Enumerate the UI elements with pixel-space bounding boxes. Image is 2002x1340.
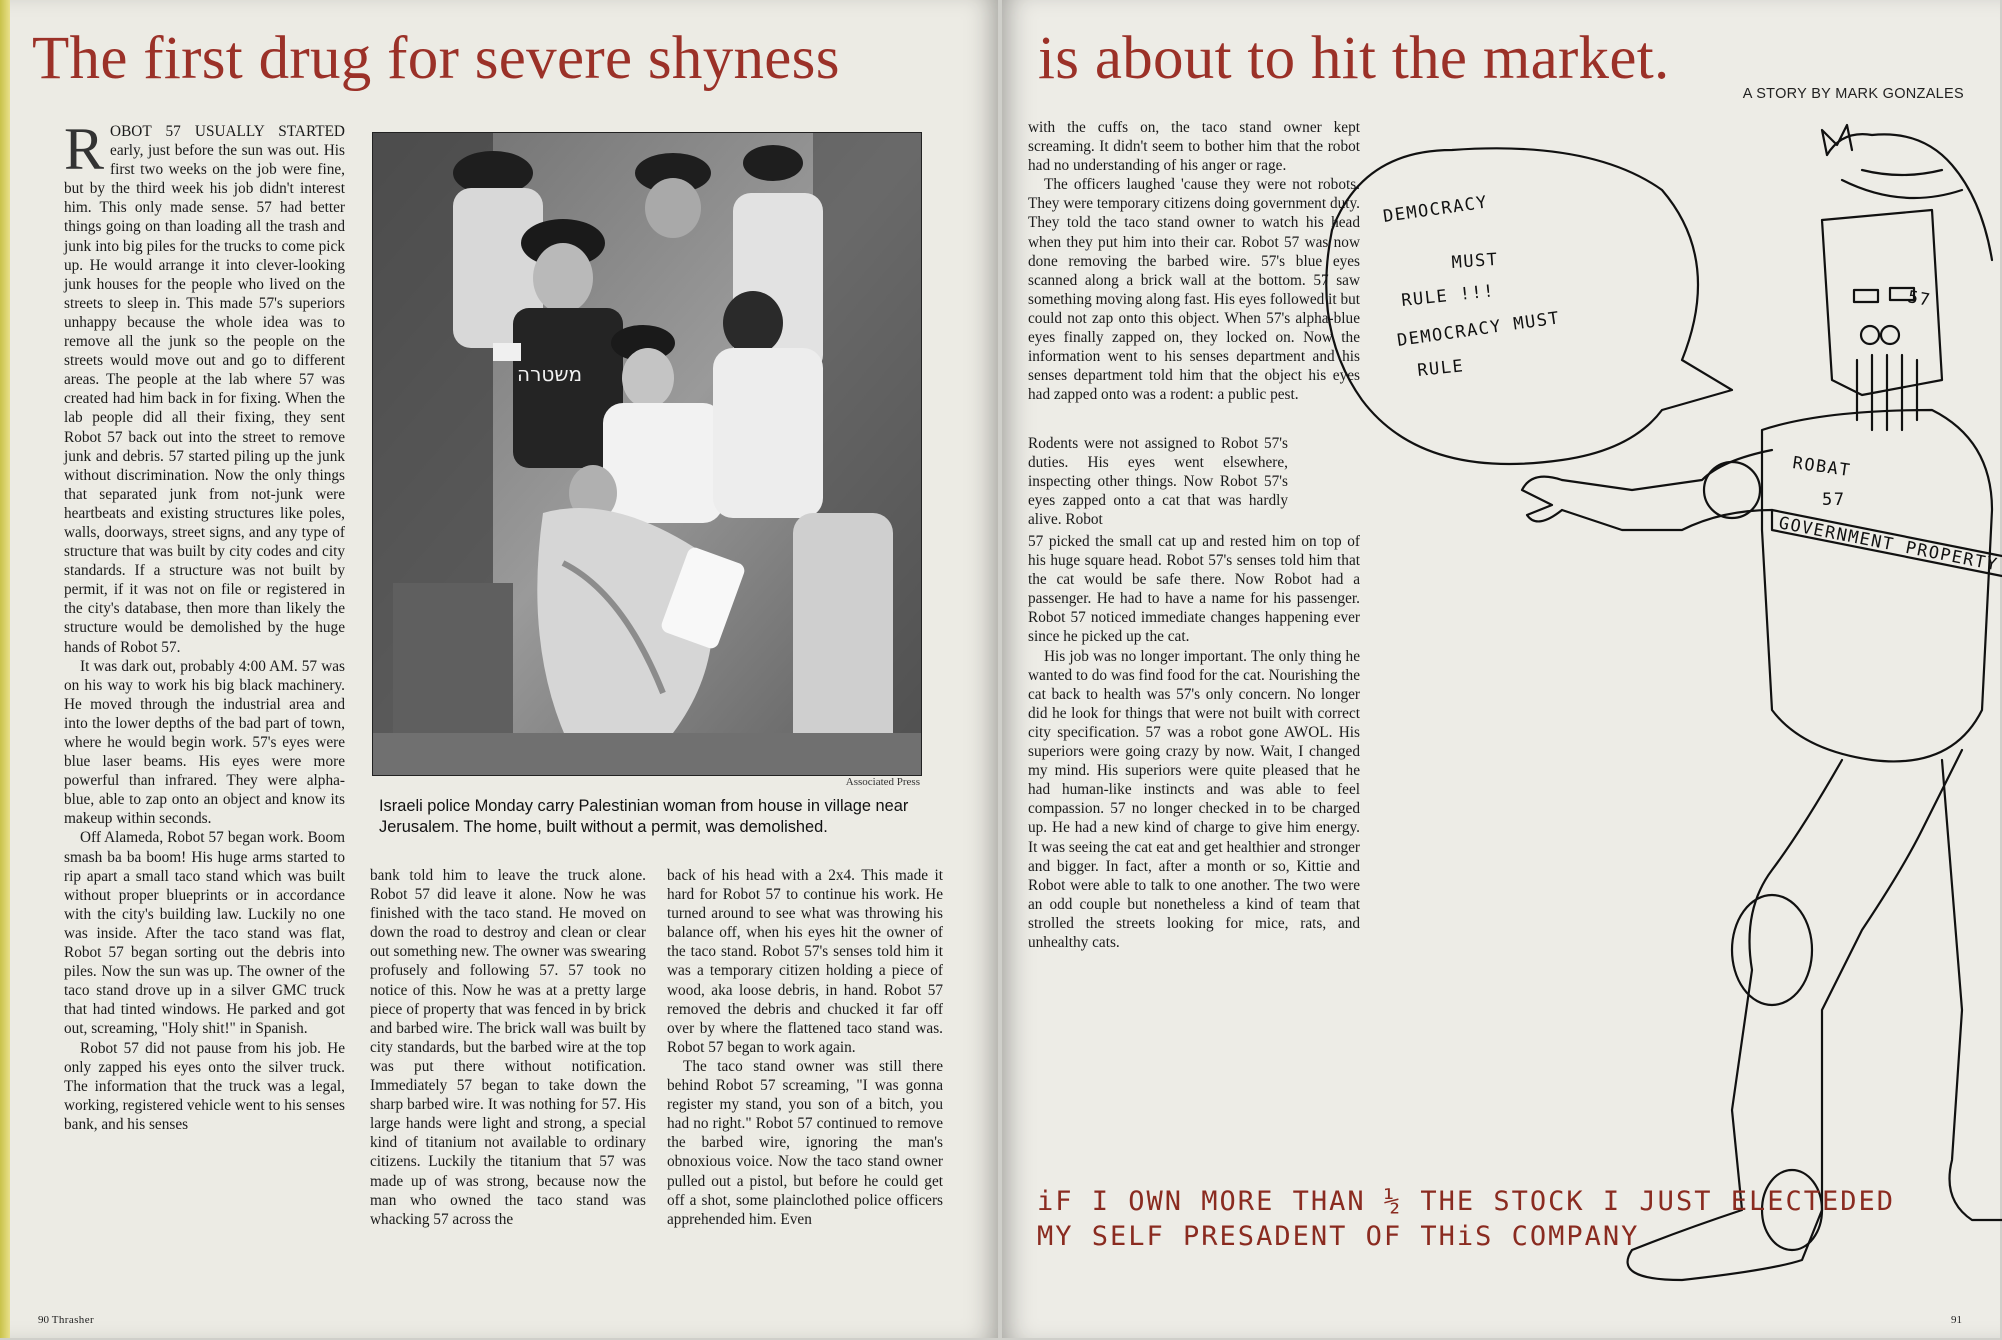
photo-credit: Associated Press	[845, 776, 920, 788]
speech-bubble	[1326, 148, 1732, 464]
story-paragraph: ROBOT 57 USUALLY STARTED early, just before the sun was out. His first two weeks on the job were fine, but by the third week his job didn't interest him. This only made sense. 57 had better things going on than loading all the trash and junk into big piles for the trucks to come pick up. He would arrange it into clever-looking junk houses for the people who lived on the streets to sleep in. This made 57's superiors unhappy because the whole idea was to remove all the junk so the people on the streets would move out and go to different areas. The people at the lab where 57 was created had him back in for fixing. When the lab people did all their fixing, they sent Robot 57 back out into the street to remove junk and debris. 57 started piling up the junk without discrimination. Now the only things that separated junk from not-junk were heartbeats and existing structures like poles, walls, doorways, street signs, and any type of structure that was built by city codes and city standards. If a structure was not built by permit, if it was not on file or registered in the city's database, then more than likely the structure would be demolished by the huge hands of Robot 57.	[64, 116, 345, 656]
folio-left: 90 Thrasher	[38, 1314, 95, 1326]
chest-text: ROBAT	[1791, 453, 1853, 482]
chest-number: 57	[1822, 490, 1846, 510]
story-paragraph: bank told him to leave the truck alone. Robot 57 did leave it alone. Now he was finished with the taco stand. He moved on down the road to destroy and clean or clear out something new. The owner was swearing profusely and following 57. 57 took no notice of this. Now he was at a pretty large piece of property that was fenced in by brick and barbed wire. The brick wall was built by city standards, but the barbed wire at the top was put there without notification. Immediately 57 began to take down the sharp barbed wire. It was nothing for 57. His large hands were light and strong, a special kind of titanium not available to ordinary citizens. Luckily the titanium that 57 was made up of was strong, because now the man who owned the taco stand was whacking 57 across the	[370, 867, 646, 1228]
story-column-3	[667, 866, 943, 1229]
cat-icon	[1822, 125, 1992, 260]
vest-text: משטרה	[517, 362, 583, 386]
byline: A STORY BY MARK GONZALES	[1742, 86, 1964, 102]
story-column-1	[64, 116, 345, 1134]
bubble-line: RULE	[1416, 356, 1466, 381]
headline-left: The first drug for severe shyness	[32, 25, 840, 92]
bubble-line: RULE !!!	[1400, 281, 1496, 311]
bubble-line: DEMOCRACY	[1381, 192, 1490, 227]
news-photo	[372, 132, 922, 776]
handwritten-note-line: iF I OWN MORE THAN ½ THE STOCK I JUST ELECTEDED	[1037, 1186, 1896, 1217]
headline-right: is about to hit the market.	[1038, 25, 1670, 92]
handwritten-note-line: MY SELF PRESADENT OF THiS COMPANY	[1037, 1221, 1640, 1252]
head-number: 57	[1906, 287, 1933, 312]
robot-arm	[1562, 450, 1772, 530]
right-page	[1002, 0, 2000, 1338]
left-page	[0, 0, 998, 1338]
story-column-2	[370, 866, 646, 1229]
news-photo-image	[373, 133, 921, 775]
bubble-line: MUST	[1450, 249, 1500, 273]
story-paragraph: The officers laughed 'cause they were not robots. They were temporary citizens doing government duty. They told the taco stand owner to watch his head when they put him into their car. Robot 57 was now done removing the barbed wire. 57's blue eyes scanned along a brick wall at the bottom. 57 saw something moving along fast. His eyes followed it but could not zap onto this object. When 57's alpha-blue eyes finally zapped on, they locked on. Now the information went to his senses department and his senses department told him that the object his eyes had zapped onto was a rodent: a public pest.	[1028, 176, 1360, 404]
story-paragraph: The taco stand owner was still there behind Robot 57 screaming, "I was gonna register my stand, you son of a bitch, you had no right." Robot 57 continued to remove the barbed wire, ignoring the man's obnoxious voice. Now the taco stand owner pulled out a pistol, but before he could get off a shot, some plainclothed police officers apprehended him. Even	[667, 1057, 943, 1228]
page-edge-strip	[0, 0, 10, 1338]
story-paragraph: back of his head with a 2x4. This made it hard for Robot 57 to continue his work. He turned around to see what was throwing his balance off, when his eyes hit the owner of the taco stand. Robot 57's senses told him it was a temporary citizen holding a piece of wood, aka loose debris, in hand. Robot 57 removed the debris and chucked it far off over by where the flattened taco stand was. Robot 57 began to work again.	[667, 867, 943, 1056]
story-paragraph: with the cuffs on, the taco stand owner kept screaming. It didn't seem to bother him that the robot had no understanding of his anger or rage.	[1028, 119, 1360, 175]
story-paragraph: Off Alameda, Robot 57 began work. Boom smash ba ba boom! His huge arms started to rip apart a small taco stand which was built without proper blueprints or in accordance with the city's building law. Luckily no one was inside. After the taco stand was flat, Robot 57 began sorting out the debris into piles. Now the sun was up. The owner of the taco stand drove up in a silver GMC truck that had tinted windows. He parked and got out, screaming, "Holy shit!" in Spanish.	[64, 829, 345, 1038]
drop-cap: R	[64, 116, 105, 182]
story-paragraph: Robot 57 did not pause from his job. He only zapped his eyes onto the silver truck. The information that the truck was a legal, working, registered vehicle went to his senses bank, and his senses	[64, 1039, 345, 1133]
story-paragraph: Rodents were not assigned to Robot 57's duties. His eyes went elsewhere, inspecting other things. Now Robot 57's eyes zapped onto a cat that was hardly alive. Robot	[1028, 435, 1288, 529]
story-paragraph: 57 picked the small cat up and rested him on top of his huge square head. Robot 57's senses told him that the cat would be safe there. Now Robot had a passenger. He had to have a name for his passenger. Robot 57 noticed immediate changes happening ever since he picked up the cat.	[1028, 533, 1360, 646]
story-paragraph: It was dark out, probably 4:00 AM. 57 was on his way to work his big black machinery. He moved through the industrial area and into the lower depths of the bad part of town, where he would begin work. 57's eyes were blue laser beams. His eyes were more powerful than infrared. They were alpha-blue, able to zap onto an object and know its makeup within seconds.	[64, 657, 345, 828]
bubble-line: DEMOCRACY MUST	[1395, 308, 1562, 351]
story-paragraph: His job was no longer important. The only thing he wanted to do was find food for the cat. Nourishing the cat back to health was 57's only concern. No longer did he look for things that were not built with correct city specification. 57 was a robot gone AWOL. His superiors were going crazy by now. Wait, I changed my mind. His superiors were quite pleased that he had human-like instincts and was able to feel compassion. 57 no longer checked in to be charged up. He had a new kind of charge to give him energy. It was seeing the cat eat and get healthier and stronger and bigger. In fact, after a month or so, Kittie and Robot were able to talk to one another. The two were an odd couple but nonetheless a kind of team that strolled the streets looking for mice, rats, and unhealthy cats.	[1028, 647, 1360, 951]
story-column-4-wrap	[1028, 434, 1288, 529]
photo-caption: Israeli police Monday carry Palestinian woman from house in village near Jerusalem. The home, built without a permit, was demolished.	[379, 797, 909, 836]
folio-right: 91	[1951, 1314, 1962, 1326]
sash-text: GOVERNMENT PROPERTY	[1777, 513, 2000, 576]
